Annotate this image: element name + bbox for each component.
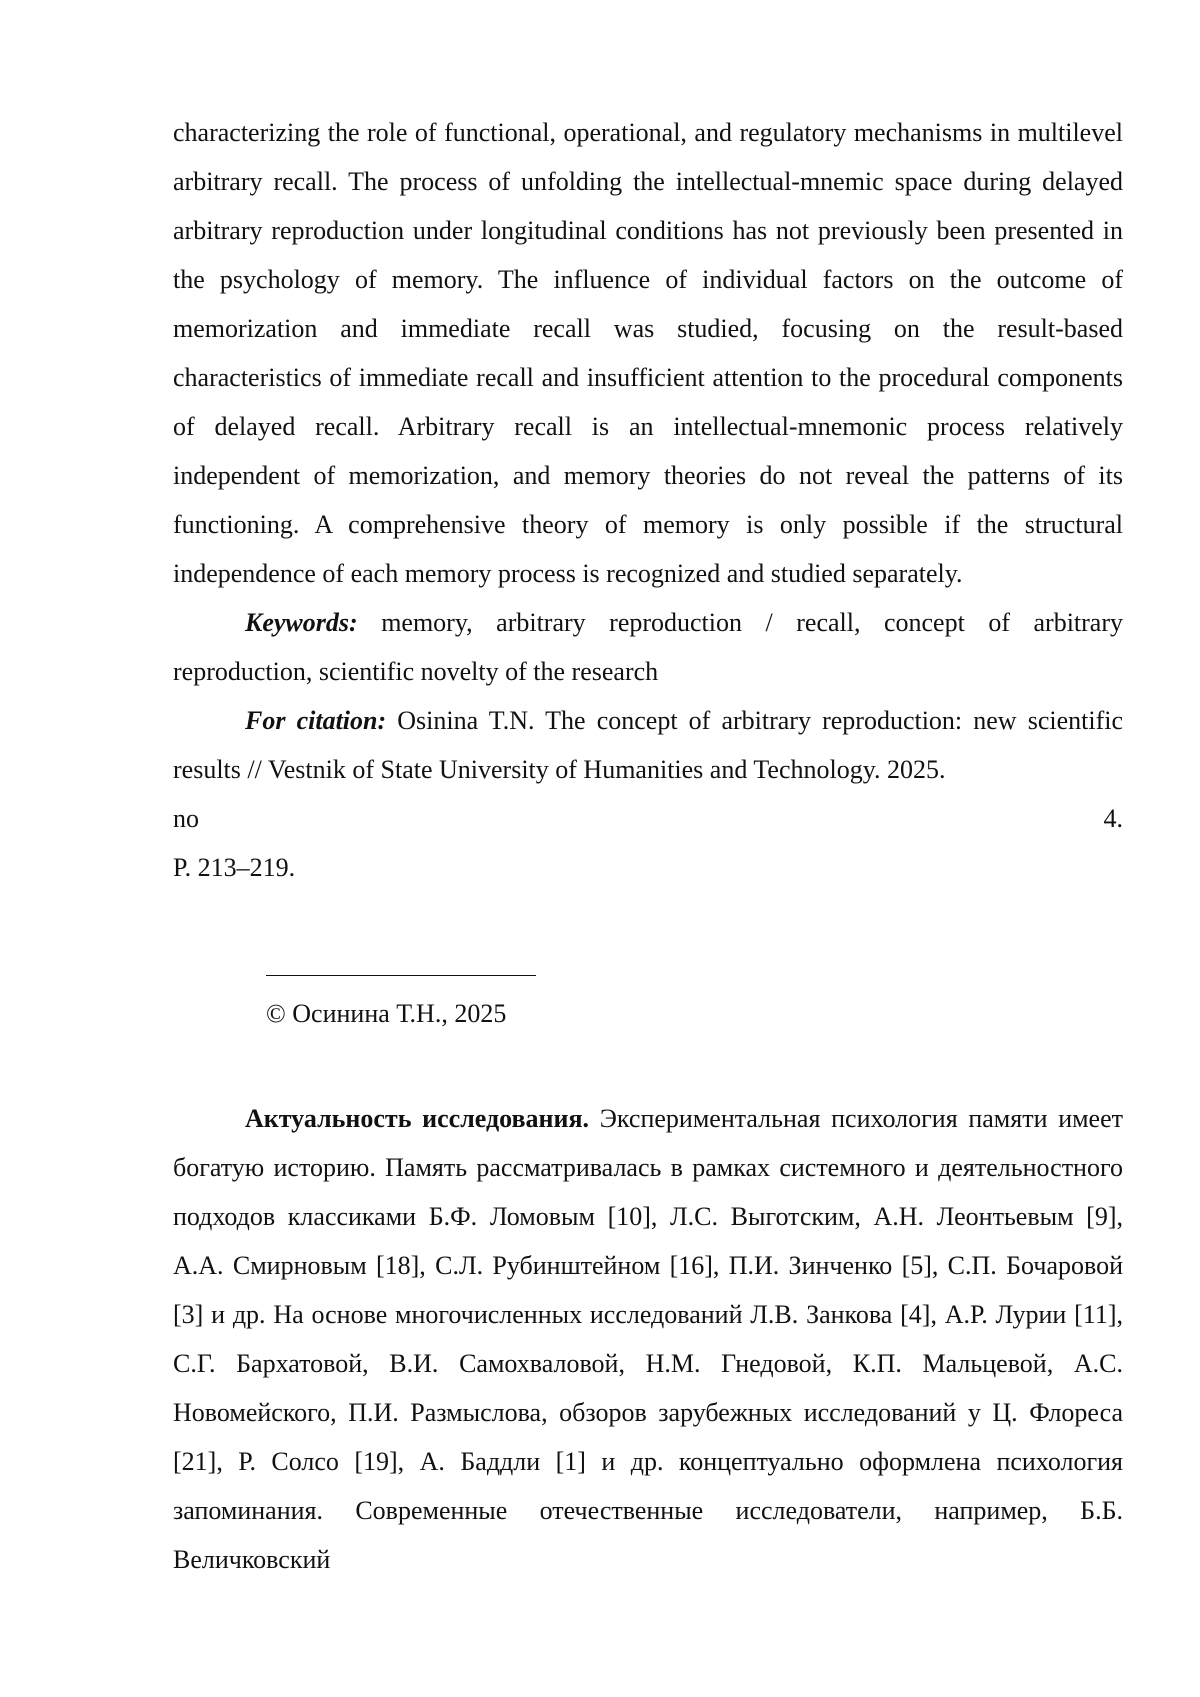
citation-label: For citation:: [245, 706, 387, 735]
abstract-block: [173, 108, 1123, 892]
citation-no-value: 4.: [1103, 804, 1123, 833]
relevance-text: Экспериментальная психология памяти имеет богатую историю. Память рассматривалась в рамках системного и деятельностного подходов классиками Б.Ф. Ломовым [10], Л.С. Выготским, А.Н. Леонтьевым [9], А.А. Смирновым [18], С.Л. Рубинштейном [16], П.И. Зинченко [5], С.П. Бочаровой [3] и др. На основе многочисленных исследований Л.В. Занкова [4], А.Р. Лурии [11], С.Г. Бархатовой, В.И. Самохваловой, Н.М. Гнедовой, К.П. Мальцевой, А.С. Новомейского, П.И. Размыслова, обзоров зарубежных исследований у Ц. Флореса [21], Р. Солсо [19], А. Баддли [1] и др. концептуально оформлена психология запоминания. Современные отечественные исследователи, например, Б.Б. Величковский: [173, 1104, 1124, 1574]
keywords-text: memory, arbitrary reproduction / recall, concept of arbitrary reproduction, scientific novelty of the research: [173, 608, 1123, 686]
copyright-note: © Осинина Т.Н., 2025: [266, 999, 507, 1028]
citation-text: Osinina T.N. The concept of arbitrary reproduction: new scientific results // Vestnik of State University of Humanities and Technology. 2025.: [173, 706, 1123, 784]
keywords-paragraph: [173, 598, 1123, 696]
relevance-paragraph: [173, 1094, 1123, 1584]
citation-no-label: no: [173, 804, 199, 833]
keywords-label: Keywords:: [245, 608, 358, 637]
citation-paragraph: [173, 696, 1123, 794]
abstract-continuation: characterizing the role of functional, operational, and regulatory mechanisms in multilevel arbitrary recall. The process of unfolding the intellectual-mnemic space during delayed arbitrary reproduction under longitudinal conditions has not previously been presented in the psychology of memory. The influence of individual factors on the outcome of memorization and immediate recall was studied, focusing on the result-based characteristics of immediate recall and insufficient attention to the procedural components of delayed recall. Arbitrary recall is an intellectual-mnemonic process relatively independent of memorization, and memory theories do not reveal the patterns of its functioning. A comprehensive theory of memory is only possible if the structural independence of each memory process is recognized and studied separately.: [173, 118, 1123, 588]
relevance-section: [173, 1094, 1123, 1584]
footnote-divider: [266, 975, 536, 976]
citation-issue-line: [173, 794, 1123, 843]
relevance-heading: Актуальность исследования.: [245, 1104, 590, 1133]
citation-pages: P. 213–219.: [173, 853, 296, 882]
